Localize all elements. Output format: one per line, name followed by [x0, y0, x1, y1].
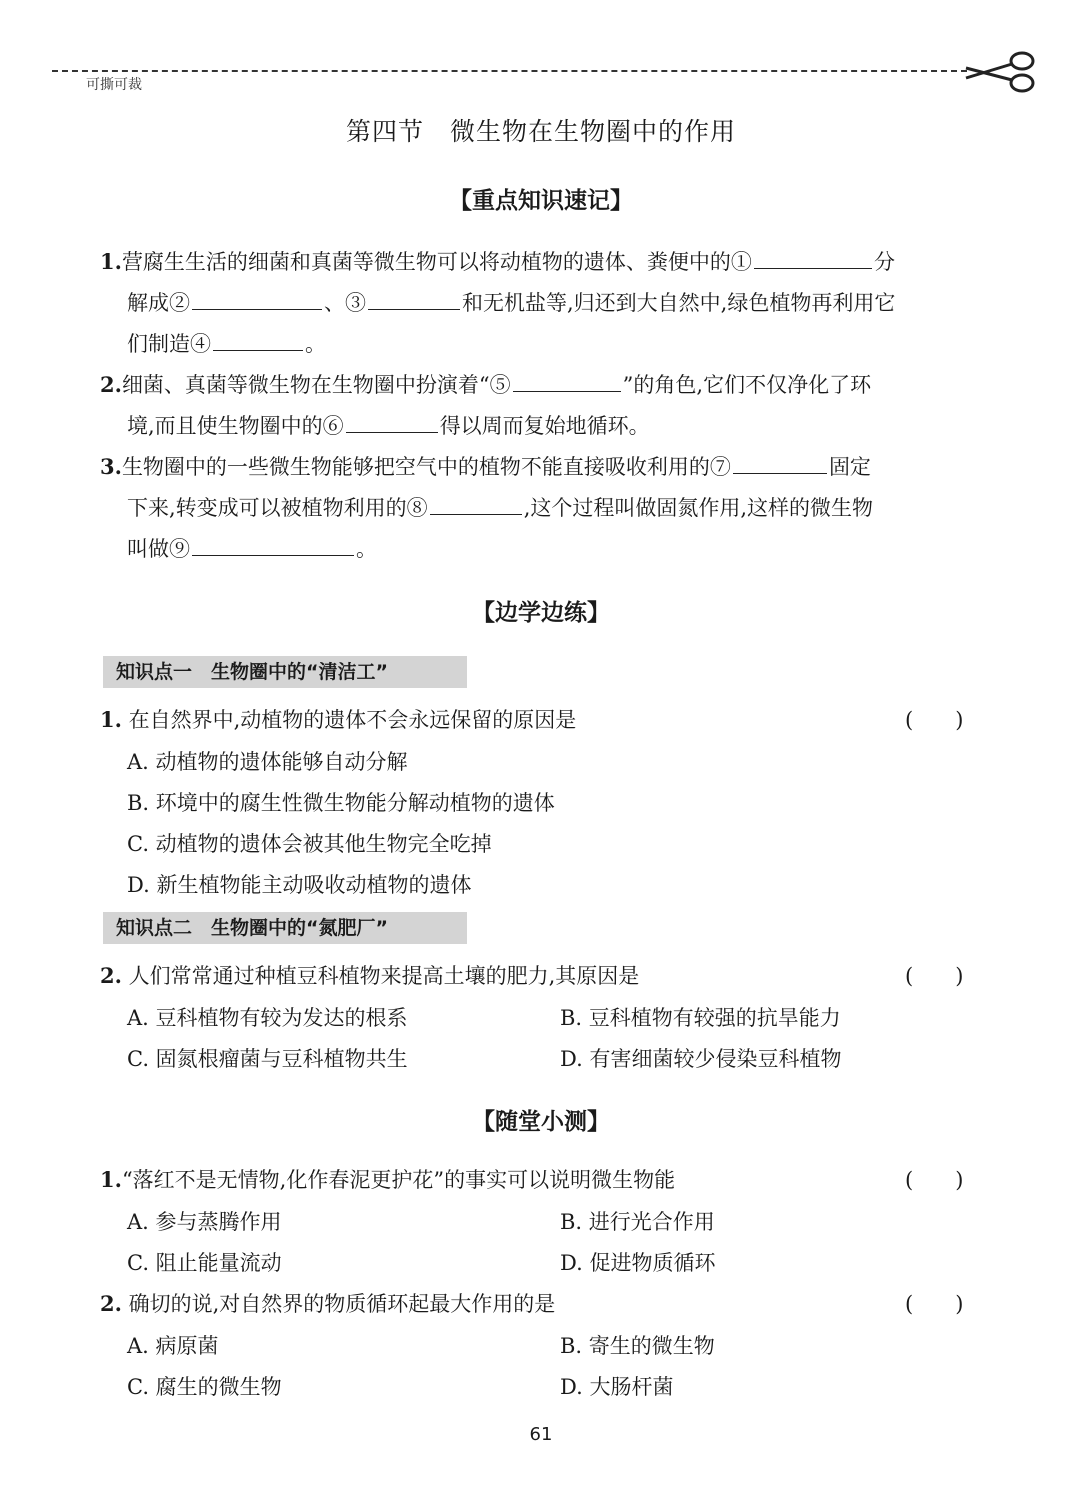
blank-3[interactable]	[368, 283, 460, 310]
question-2-2: 2. 人们常常通过种植豆科植物来提高土壤的肥力,其原因是	[100, 963, 640, 988]
answer-paren[interactable]: ( )	[905, 708, 964, 732]
blank-2[interactable]	[192, 283, 322, 310]
option-c[interactable]: C. 阻止能量流动	[127, 1251, 282, 1275]
answer-paren[interactable]: ( )	[905, 1292, 964, 1316]
question-2-1: 1. 在自然界中,动植物的遗体不会永远保留的原因是	[100, 707, 577, 732]
cut-line	[52, 70, 967, 72]
page-number: 61	[529, 1424, 553, 1445]
option-d[interactable]: D. 大肠杆菌	[560, 1375, 674, 1399]
section-heading-quiz: 【随堂小测】	[472, 1109, 610, 1135]
section-heading-practice: 【边学边练】	[472, 600, 610, 626]
section-heading-key-points: 【重点知识速记】	[449, 188, 633, 214]
cut-label: 可撕可裁	[86, 77, 142, 93]
answer-paren[interactable]: ( )	[905, 964, 964, 988]
item-number: 2.	[100, 372, 122, 397]
blank-7[interactable]	[733, 447, 827, 474]
option-a[interactable]: A. 动植物的遗体能够自动分解	[127, 750, 408, 774]
knowledge-point-1-bar: 知识点一 生物圈中的“清洁工”	[103, 656, 467, 688]
fill-item-3: 3.生物圈中的一些微生物能够把空气中的植物不能直接吸收利用的⑦ 固定 下来,转变成可以被植物利用的⑧ ,这个过程叫做固氮作用,这样的微生物 叫做⑨ 。	[100, 446, 980, 570]
option-d[interactable]: D. 促进物质循环	[560, 1251, 716, 1275]
option-a[interactable]: A. 病原菌	[127, 1334, 219, 1358]
answer-paren[interactable]: ( )	[905, 1168, 964, 1192]
page-title: 第四节 微生物在生物圈中的作用	[345, 117, 736, 146]
option-c[interactable]: C. 腐生的微生物	[127, 1375, 282, 1399]
option-c[interactable]: C. 动植物的遗体会被其他生物完全吃掉	[127, 832, 492, 856]
item-number: 1.	[100, 249, 122, 274]
option-a[interactable]: A. 豆科植物有较为发达的根系	[127, 1006, 408, 1030]
blank-4[interactable]	[213, 324, 303, 351]
scissors-icon	[962, 50, 1038, 94]
knowledge-point-2-bar: 知识点二 生物圈中的“氮肥厂”	[103, 912, 467, 944]
option-b[interactable]: B. 寄生的微生物	[560, 1334, 715, 1358]
option-c[interactable]: C. 固氮根瘤菌与豆科植物共生	[127, 1047, 408, 1071]
blank-6[interactable]	[346, 406, 438, 433]
fill-item-1: 1.营腐生生活的细菌和真菌等微生物可以将动植物的遗体、粪便中的① 分 解成② 、③ 和无机盐等,归还到大自然中,绿色植物再利用它 们制造④ 。	[100, 241, 980, 365]
item-number: 3.	[100, 454, 122, 479]
option-b[interactable]: B. 进行光合作用	[560, 1210, 715, 1234]
blank-9[interactable]	[192, 529, 354, 556]
blank-1[interactable]	[754, 242, 872, 269]
blank-8[interactable]	[430, 488, 522, 515]
question-3-1: 1.“落红不是无情物,化作春泥更护花”的事实可以说明微生物能	[100, 1167, 676, 1192]
option-d[interactable]: D. 有害细菌较少侵染豆科植物	[560, 1047, 842, 1071]
option-a[interactable]: A. 参与蒸腾作用	[127, 1210, 282, 1234]
option-b[interactable]: B. 豆科植物有较强的抗旱能力	[560, 1006, 841, 1030]
option-b[interactable]: B. 环境中的腐生性微生物能分解动植物的遗体	[127, 791, 555, 815]
question-3-2: 2. 确切的说,对自然界的物质循环起最大作用的是	[100, 1291, 556, 1316]
option-d[interactable]: D. 新生植物能主动吸收动植物的遗体	[127, 873, 472, 897]
fill-item-2: 2.细菌、真菌等微生物在生物圈中扮演着“⑤ ”的角色,它们不仅净化了环 境,而且使生物圈中的⑥ 得以周而复始地循环。	[100, 364, 980, 447]
blank-5[interactable]	[513, 365, 621, 392]
